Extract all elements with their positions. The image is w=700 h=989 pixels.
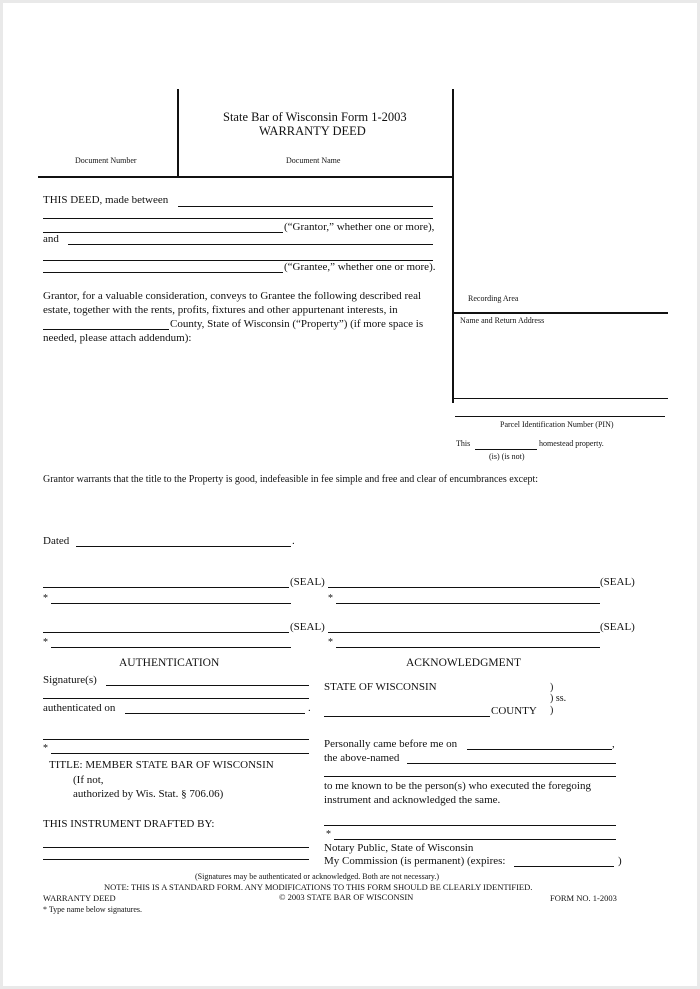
- document-name-label: Document Name: [286, 156, 341, 165]
- recording-area-rule: [453, 312, 668, 314]
- and-label: and: [43, 233, 59, 245]
- commission-paren: ): [618, 855, 622, 867]
- header-bottom-rule: [38, 176, 453, 178]
- asterisk-2: *: [328, 593, 333, 604]
- this-label: This: [456, 439, 471, 448]
- header-left-divider: [177, 89, 179, 177]
- commission-label: My Commission (is permanent) (expires:: [324, 855, 506, 867]
- warranty-text: Grantor warrants that the title to the Property is good, indefeasible in fee simple and free and clear of encumbrances except:: [43, 474, 539, 485]
- conveyance-line-1: Grantor, for a valuable consideration, conveys to Grantee the following described real: [43, 290, 422, 302]
- asterisk-5: *: [43, 743, 48, 754]
- recording-area-label: Recording Area: [468, 294, 519, 303]
- dated-period: .: [292, 535, 295, 547]
- personally-date-field[interactable]: [467, 749, 612, 750]
- state-label: STATE OF WISCONSIN: [324, 681, 437, 693]
- county-field[interactable]: [43, 329, 169, 330]
- auth-printed-name-field[interactable]: [51, 753, 309, 754]
- title-member-label: TITLE: MEMBER STATE BAR OF WISCONSIN: [49, 759, 274, 771]
- county-ack-field[interactable]: [324, 716, 490, 717]
- deed-page: [3, 3, 697, 986]
- seal-4: (SEAL): [600, 621, 635, 633]
- personally-comma: ,: [612, 738, 615, 750]
- dated-label: Dated: [43, 535, 70, 547]
- footer-form-no: FORM NO. 1-2003: [550, 893, 617, 903]
- parties-line-1[interactable]: [178, 206, 433, 207]
- printed-name-field-4[interactable]: [336, 647, 600, 648]
- above-named-field-2[interactable]: [324, 776, 616, 777]
- seal-1: (SEAL): [290, 576, 325, 588]
- commission-field[interactable]: [514, 866, 614, 867]
- above-named-label: the above-named: [324, 752, 400, 764]
- county-ack-label: COUNTY: [491, 705, 537, 717]
- above-named-field[interactable]: [407, 763, 616, 764]
- authenticated-on-field[interactable]: [125, 713, 305, 714]
- name-return-label: Name and Return Address: [460, 316, 545, 325]
- signatures-note: (Signatures may be authenticated or acknowledged. Both are not necessary.): [195, 872, 440, 881]
- asterisk-1: *: [43, 593, 48, 604]
- conveyance-line-3: County, State of Wisconsin (“Property”) (if more space is: [170, 318, 424, 330]
- signature-field-4[interactable]: [328, 632, 600, 633]
- homestead-label: homestead property.: [539, 439, 604, 448]
- auth-blank-line[interactable]: [43, 739, 309, 740]
- conveyance-line-2: estate, together with the rents, profits, fixtures and other appurtenant interests, in: [43, 304, 398, 316]
- homestead-field[interactable]: [475, 449, 537, 450]
- known-line-1: to me known to be the person(s) who executed the foregoing: [324, 780, 591, 792]
- authorized-label: authorized by Wis. Stat. § 706.06): [73, 788, 224, 800]
- if-not-label: (If not,: [73, 774, 104, 786]
- paren-close-2: ): [550, 705, 554, 716]
- printed-name-field-1[interactable]: [51, 603, 291, 604]
- seal-2: (SEAL): [600, 576, 635, 588]
- notary-label: Notary Public, State of Wisconsin: [324, 842, 474, 854]
- seal-3: (SEAL): [290, 621, 325, 633]
- authenticated-on-label: authenticated on: [43, 702, 116, 714]
- signatures-label: Signature(s): [43, 674, 97, 686]
- grantor-suffix: (“Grantor,” whether one or more),: [284, 221, 435, 233]
- personally-label: Personally came before me on: [324, 738, 458, 750]
- pin-label: Parcel Identification Number (PIN): [500, 420, 614, 429]
- grantee-suffix: (“Grantee,” whether one or more).: [284, 261, 436, 273]
- authenticated-on-period: .: [308, 702, 311, 714]
- footer-type-name: * Type name below signatures.: [43, 905, 143, 914]
- notary-signature-field[interactable]: [324, 825, 616, 826]
- grantee-line-1[interactable]: [68, 244, 433, 245]
- ss-label: ) ss.: [550, 693, 567, 704]
- asterisk-6: *: [326, 829, 331, 840]
- grantee-field[interactable]: [43, 272, 283, 273]
- is-not-label: (is) (is not): [489, 452, 525, 461]
- auth-signatures-field[interactable]: [106, 685, 309, 686]
- asterisk-4: *: [328, 637, 333, 648]
- form-title: State Bar of Wisconsin Form 1-2003: [223, 110, 407, 124]
- drafted-by-label: THIS INSTRUMENT DRAFTED BY:: [43, 818, 215, 830]
- document-number-label: Document Number: [75, 156, 137, 165]
- grantor-field[interactable]: [43, 232, 283, 233]
- footer-copyright: © 2003 STATE BAR OF WISCONSIN: [279, 892, 414, 902]
- signature-field-2[interactable]: [328, 587, 600, 588]
- footer-warranty-deed: WARRANTY DEED: [43, 893, 116, 903]
- authentication-heading: AUTHENTICATION: [119, 657, 220, 669]
- conveyance-line-4: needed, please attach addendum):: [43, 332, 192, 344]
- deed-title: WARRANTY DEED: [259, 124, 366, 138]
- this-deed-label: THIS DEED, made between: [43, 194, 169, 206]
- return-box-bottom: [453, 398, 668, 399]
- asterisk-3: *: [43, 637, 48, 648]
- pin-field[interactable]: [455, 416, 665, 417]
- acknowledgment-heading: ACKNOWLEDGMENT: [406, 657, 521, 669]
- auth-signatures-field-2[interactable]: [43, 698, 309, 699]
- signature-field-1[interactable]: [43, 587, 289, 588]
- known-line-2: instrument and acknowledged the same.: [324, 794, 501, 806]
- standard-form-note: NOTE: THIS IS A STANDARD FORM. ANY MODIFICATIONS TO THIS FORM SHOULD BE CLEARLY IDENTIFIED.: [104, 882, 533, 892]
- signature-field-3[interactable]: [43, 632, 289, 633]
- right-panel-divider: [452, 89, 454, 403]
- drafted-by-field-2[interactable]: [43, 859, 309, 860]
- notary-name-field[interactable]: [334, 839, 616, 840]
- paren-close-1: ): [550, 682, 554, 693]
- parties-line-2[interactable]: [43, 218, 433, 219]
- printed-name-field-2[interactable]: [336, 603, 600, 604]
- dated-field[interactable]: [76, 546, 291, 547]
- drafted-by-field-1[interactable]: [43, 847, 309, 848]
- printed-name-field-3[interactable]: [51, 647, 291, 648]
